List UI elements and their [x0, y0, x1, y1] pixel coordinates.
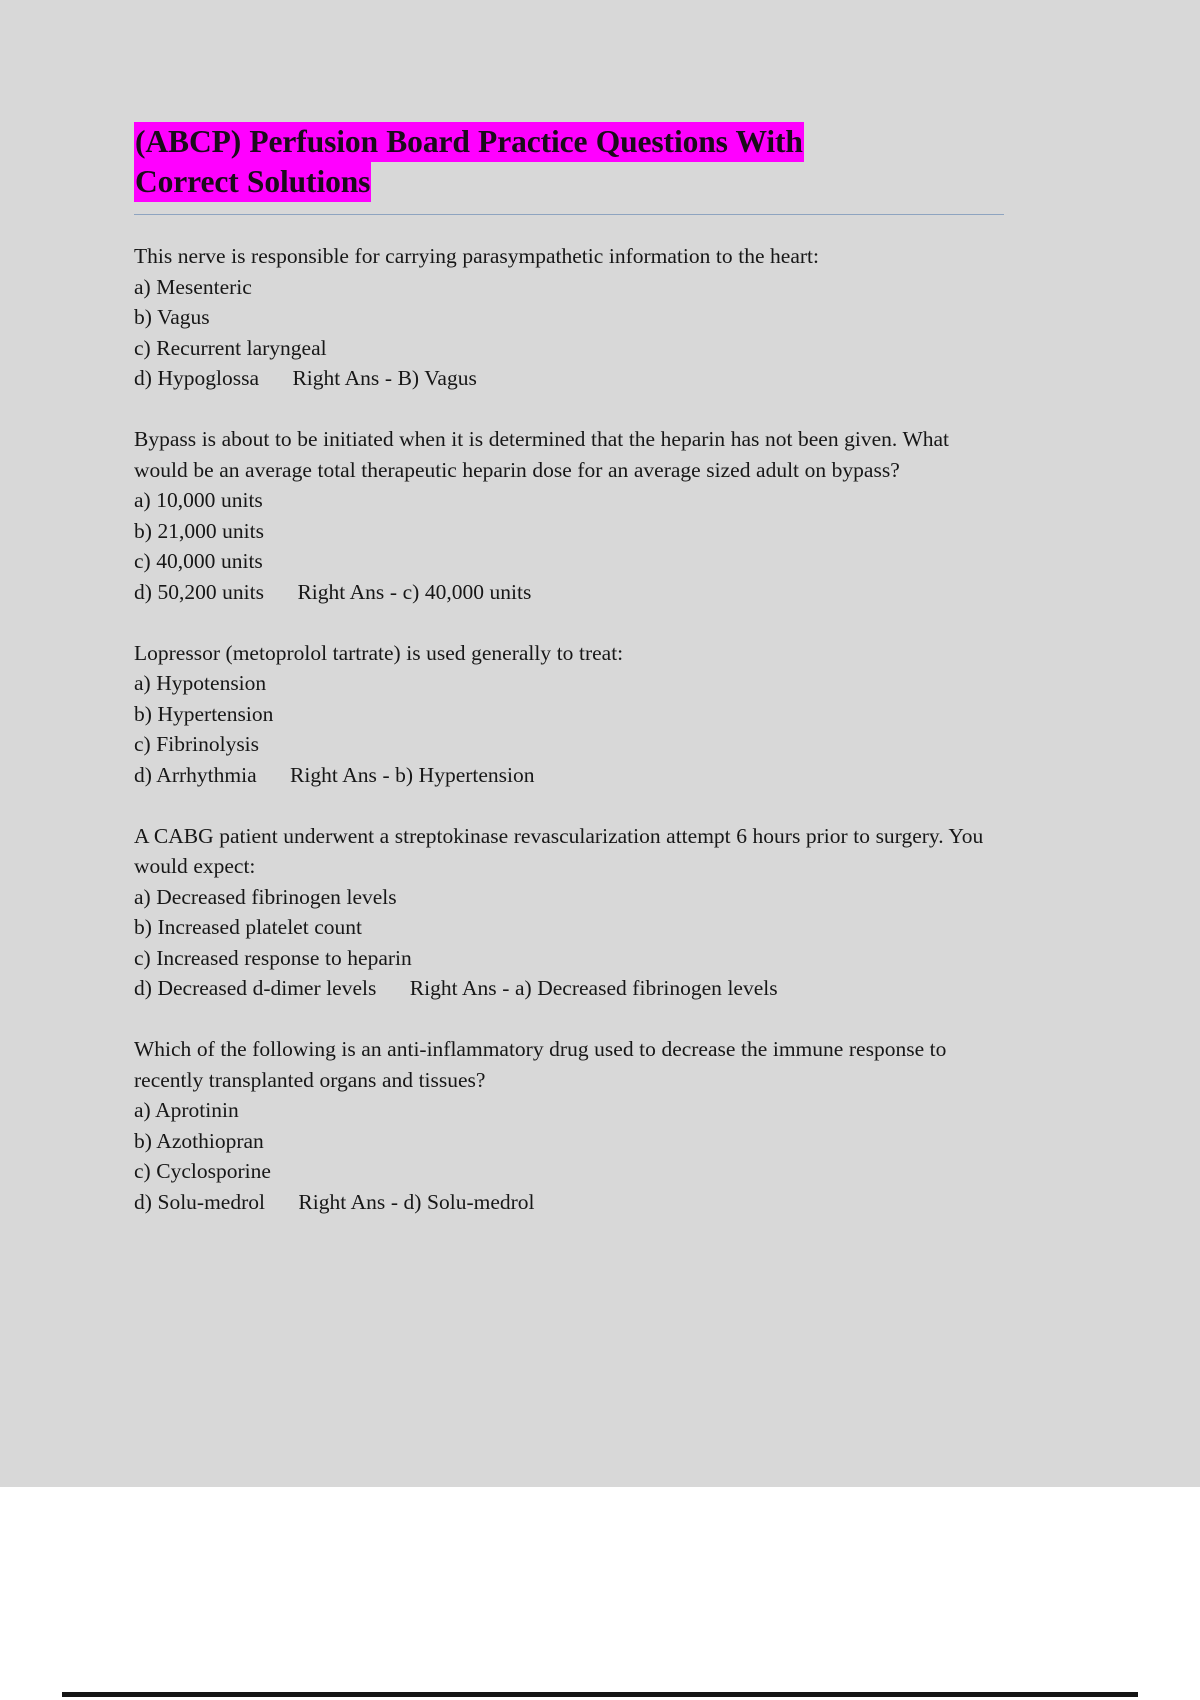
question-option-b: b) Hypertension: [134, 701, 274, 726]
question-option-d-with-answer: d) Solu-medrol Right Ans - d) Solu-medrol: [134, 1190, 535, 1215]
question-option-d-with-answer: d) Decreased d-dimer levels Right Ans - a) Decreased fibrinogen levels: [134, 976, 778, 1001]
question-option-a: a) Mesenteric: [134, 274, 252, 299]
question-option-c: c) 40,000 units: [134, 549, 263, 574]
bottom-divider-bar: [62, 1692, 1138, 1697]
page-title-line-2: Correct Solutions: [134, 162, 371, 202]
question-option-a: a) Aprotinin: [134, 1098, 239, 1123]
question-option-b: b) Azothiopran: [134, 1128, 264, 1153]
page-title: [134, 122, 902, 202]
question-stem: Which of the following is an anti-inflammatory drug used to decrease the immune response to recently transplanted organs and tissues?: [134, 1037, 947, 1092]
question-option-c: c) Increased response to heparin: [134, 945, 412, 970]
question-option-a: a) Decreased fibrinogen levels: [134, 884, 397, 909]
question-option-a: a) 10,000 units: [134, 488, 263, 513]
question-stem: A CABG patient underwent a streptokinase revascularization attempt 6 hours prior to surgery. You would expect:: [134, 823, 984, 879]
question-stem: Lopressor (metoprolol tartrate) is used generally to treat:: [134, 640, 624, 665]
question-option-d-with-answer: d) Hypoglossa Right Ans - B) Vagus: [134, 366, 477, 391]
question-option-b: b) 21,000 units: [134, 518, 264, 543]
page-title-line-1: (ABCP) Perfusion Board Practice Questions With: [134, 122, 804, 162]
question-option-c: c) Cyclosporine: [134, 1159, 271, 1184]
question-option-d-with-answer: d) Arrhythmia Right Ans - b) Hypertension: [134, 762, 535, 787]
question-option-b: b) Vagus: [134, 305, 210, 330]
question-block: [134, 1034, 996, 1218]
question-block: [134, 241, 996, 394]
questions-list: [134, 241, 1006, 1218]
question-option-d-with-answer: d) 50,200 units Right Ans - c) 40,000 units: [134, 579, 532, 604]
question-block: [134, 821, 996, 1005]
title-divider: [134, 214, 1004, 215]
question-option-a: a) Hypotension: [134, 671, 267, 696]
question-block: [134, 424, 996, 608]
question-option-c: c) Fibrinolysis: [134, 732, 260, 757]
question-stem: This nerve is responsible for carrying parasympathetic information to the heart:: [134, 244, 820, 268]
question-option-b: b) Increased platelet count: [134, 915, 363, 940]
page-bottom-margin: [0, 1487, 1200, 1686]
page-content: [134, 122, 1006, 1218]
question-stem: Bypass is about to be initiated when it is determined that the heparin has not been given. What would be an average total therapeutic heparin dose for an average sized adult on bypass?: [134, 426, 950, 482]
question-option-c: c) Recurrent laryngeal: [134, 335, 327, 360]
question-block: [134, 638, 996, 791]
